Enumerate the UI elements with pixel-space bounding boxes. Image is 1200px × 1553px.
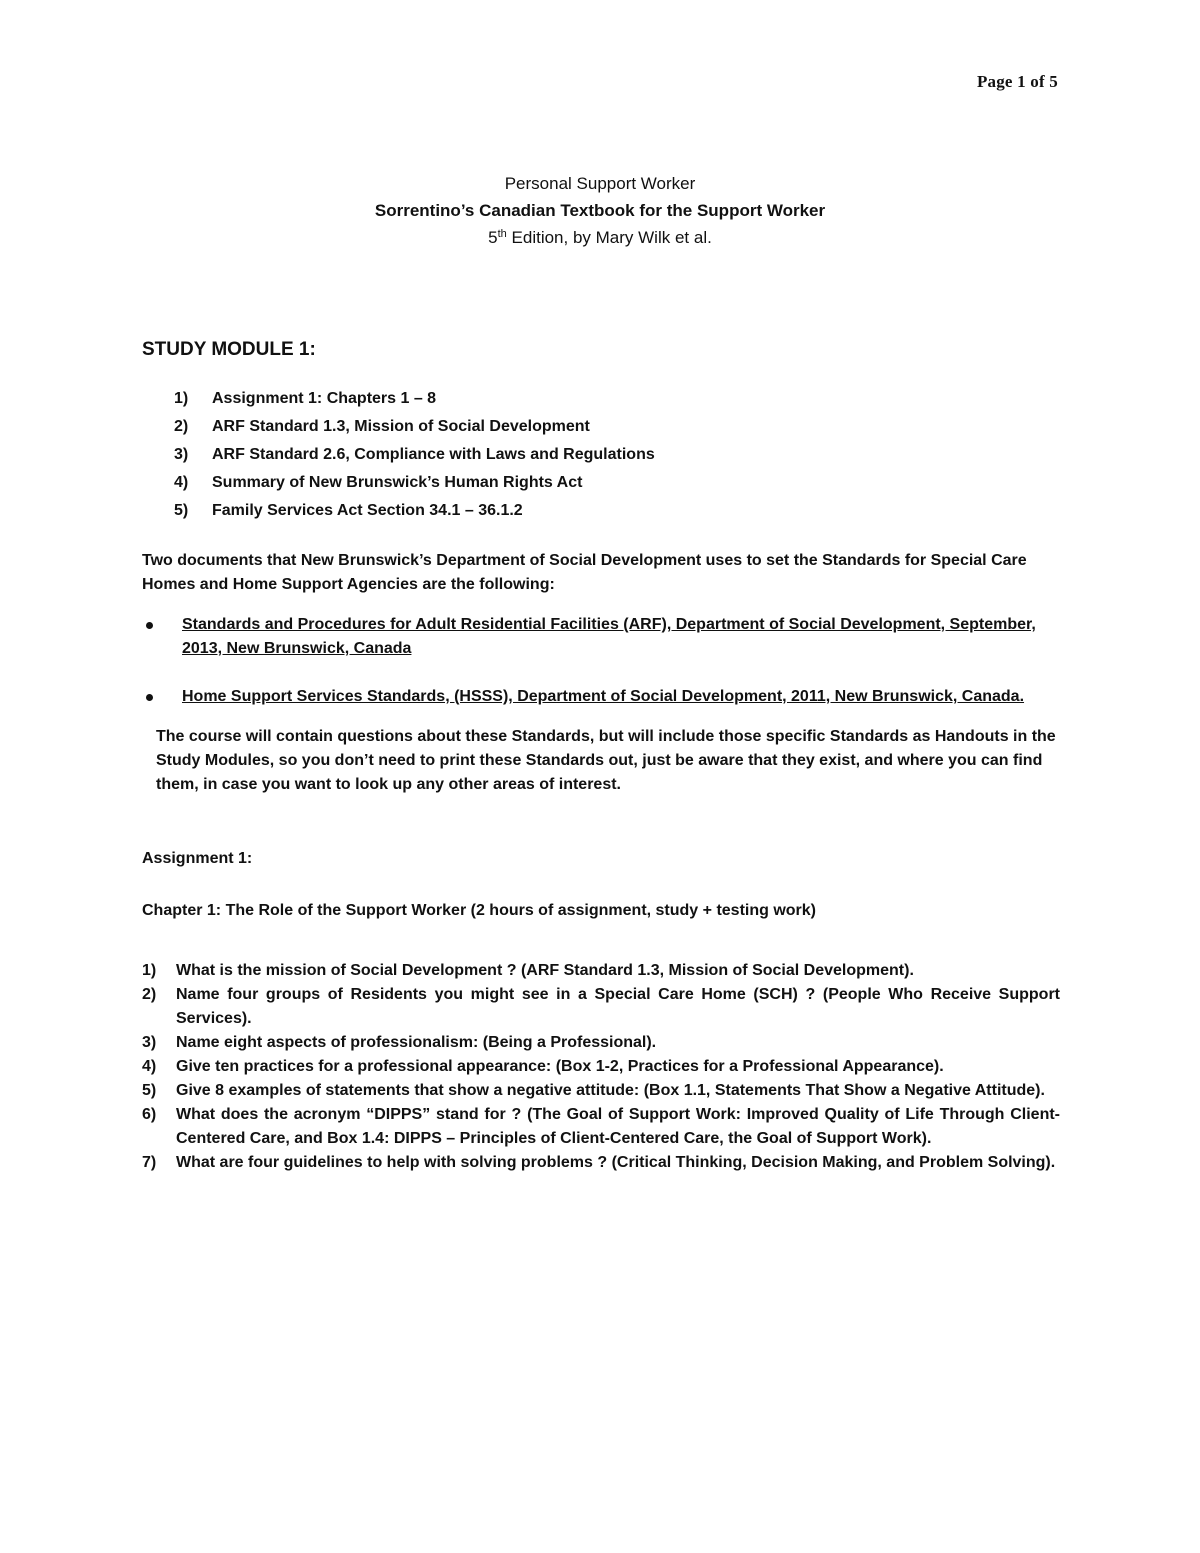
question-number: 7): [142, 1154, 157, 1171]
question-item: [142, 1079, 1060, 1103]
question-text: What does the acronym “DIPPS” stand for ? (The Goal of Support Work: Improved Quality of Life Through Client-Centered Care, and Box 1.4: DIPPS – Principles of Client-Centered Care, the Goal of Support Work).: [176, 1106, 1060, 1147]
item-number: 4): [174, 474, 189, 491]
question-number: 3): [142, 1034, 157, 1051]
question-text: Give ten practices for a professional appearance: (Box 1-2, Practices for a Professional Appearance).: [176, 1058, 944, 1075]
question-text: Give 8 examples of statements that show a negative attitude: (Box 1.1, Statements That Show a Negative Attitude).: [176, 1082, 1045, 1099]
item-text: Assignment 1: Chapters 1 – 8: [212, 390, 437, 407]
edition-line: [0, 224, 1200, 251]
question-text: Name four groups of Residents you might see in a Special Care Home (SCH) ? (People Who Receive Support Services).: [176, 986, 1060, 1027]
question-item: [142, 1151, 1060, 1175]
item-number: 2): [174, 418, 189, 435]
question-number: 2): [142, 986, 157, 1003]
item-number: 1): [174, 390, 189, 407]
question-list: [142, 959, 1060, 1175]
question-number: 1): [142, 962, 157, 979]
edition-number: 5: [488, 228, 498, 247]
item-text: ARF Standard 2.6, Compliance with Laws and Regulations: [212, 446, 655, 463]
edition-suffix: th: [497, 228, 507, 240]
module-item: [142, 413, 1060, 441]
standards-link-hsss[interactable]: [142, 685, 1060, 709]
question-number: 6): [142, 1106, 157, 1123]
question-item: [142, 983, 1060, 1031]
question-number: 4): [142, 1058, 157, 1075]
intro-paragraph: Two documents that New Brunswick’s Department of Social Development uses to set the Standards for Special Care Homes and Home Support Agencies are the following:: [142, 552, 1027, 593]
textbook-title: Sorrentino’s Canadian Textbook for the Support Worker: [374, 201, 826, 220]
course-note-paragraph: The course will contain questions about these Standards, but will include those specific Standards as Handouts in the Study Modules, so you don’t need to print these Standards out, just be aware that they exist, and where you can find them, in case you want to look up any other areas of interest.: [156, 728, 1056, 793]
module-item: [142, 469, 1060, 497]
standards-link-arf[interactable]: [142, 613, 1060, 661]
item-text: Summary of New Brunswick’s Human Rights Act: [212, 474, 583, 491]
question-item: [142, 1055, 1060, 1079]
bullet-icon: [146, 694, 153, 701]
item-number: 3): [174, 446, 189, 463]
item-number: 5): [174, 502, 189, 519]
question-item: [142, 959, 1060, 983]
question-number: 5): [142, 1082, 157, 1099]
module-item: [142, 385, 1060, 413]
standards-list: [142, 613, 1060, 709]
item-text: Family Services Act Section 34.1 – 36.1.2: [212, 502, 523, 519]
edition-author: Edition, by Mary Wilk et al.: [506, 228, 712, 247]
bullet-icon: [146, 622, 153, 629]
item-text: ARF Standard 1.3, Mission of Social Development: [212, 418, 590, 435]
question-text: What is the mission of Social Development ? (ARF Standard 1.3, Mission of Social Development).: [176, 962, 914, 979]
page-number: Page 1 of 5: [976, 72, 1058, 91]
course-title: Personal Support Worker: [504, 174, 696, 193]
question-text: What are four guidelines to help with solving problems ? (Critical Thinking, Decision Making, and Problem Solving).: [176, 1154, 1056, 1171]
module-item: [142, 497, 1060, 525]
module-title: STUDY MODULE 1:: [142, 339, 316, 360]
question-text: Name eight aspects of professionalism: (Being a Professional).: [176, 1034, 657, 1051]
question-item: [142, 1031, 1060, 1055]
document-header: [0, 170, 1200, 251]
chapter-heading: Chapter 1: The Role of the Support Worker (2 hours of assignment, study + testing work): [142, 902, 816, 919]
assignment-heading: Assignment 1:: [142, 850, 253, 867]
standards-link-text: Standards and Procedures for Adult Residential Facilities (ARF), Department of Social Development, September, 2013, New Brunswick, Canada: [182, 616, 1036, 657]
module-item: [142, 441, 1060, 469]
question-item: [142, 1103, 1060, 1151]
standards-link-text: Home Support Services Standards, (HSSS), Department of Social Development, 2011, New Brunswick, Canada.: [182, 688, 1025, 705]
document-body: [142, 333, 1060, 1175]
module-item-list: [142, 385, 1060, 525]
